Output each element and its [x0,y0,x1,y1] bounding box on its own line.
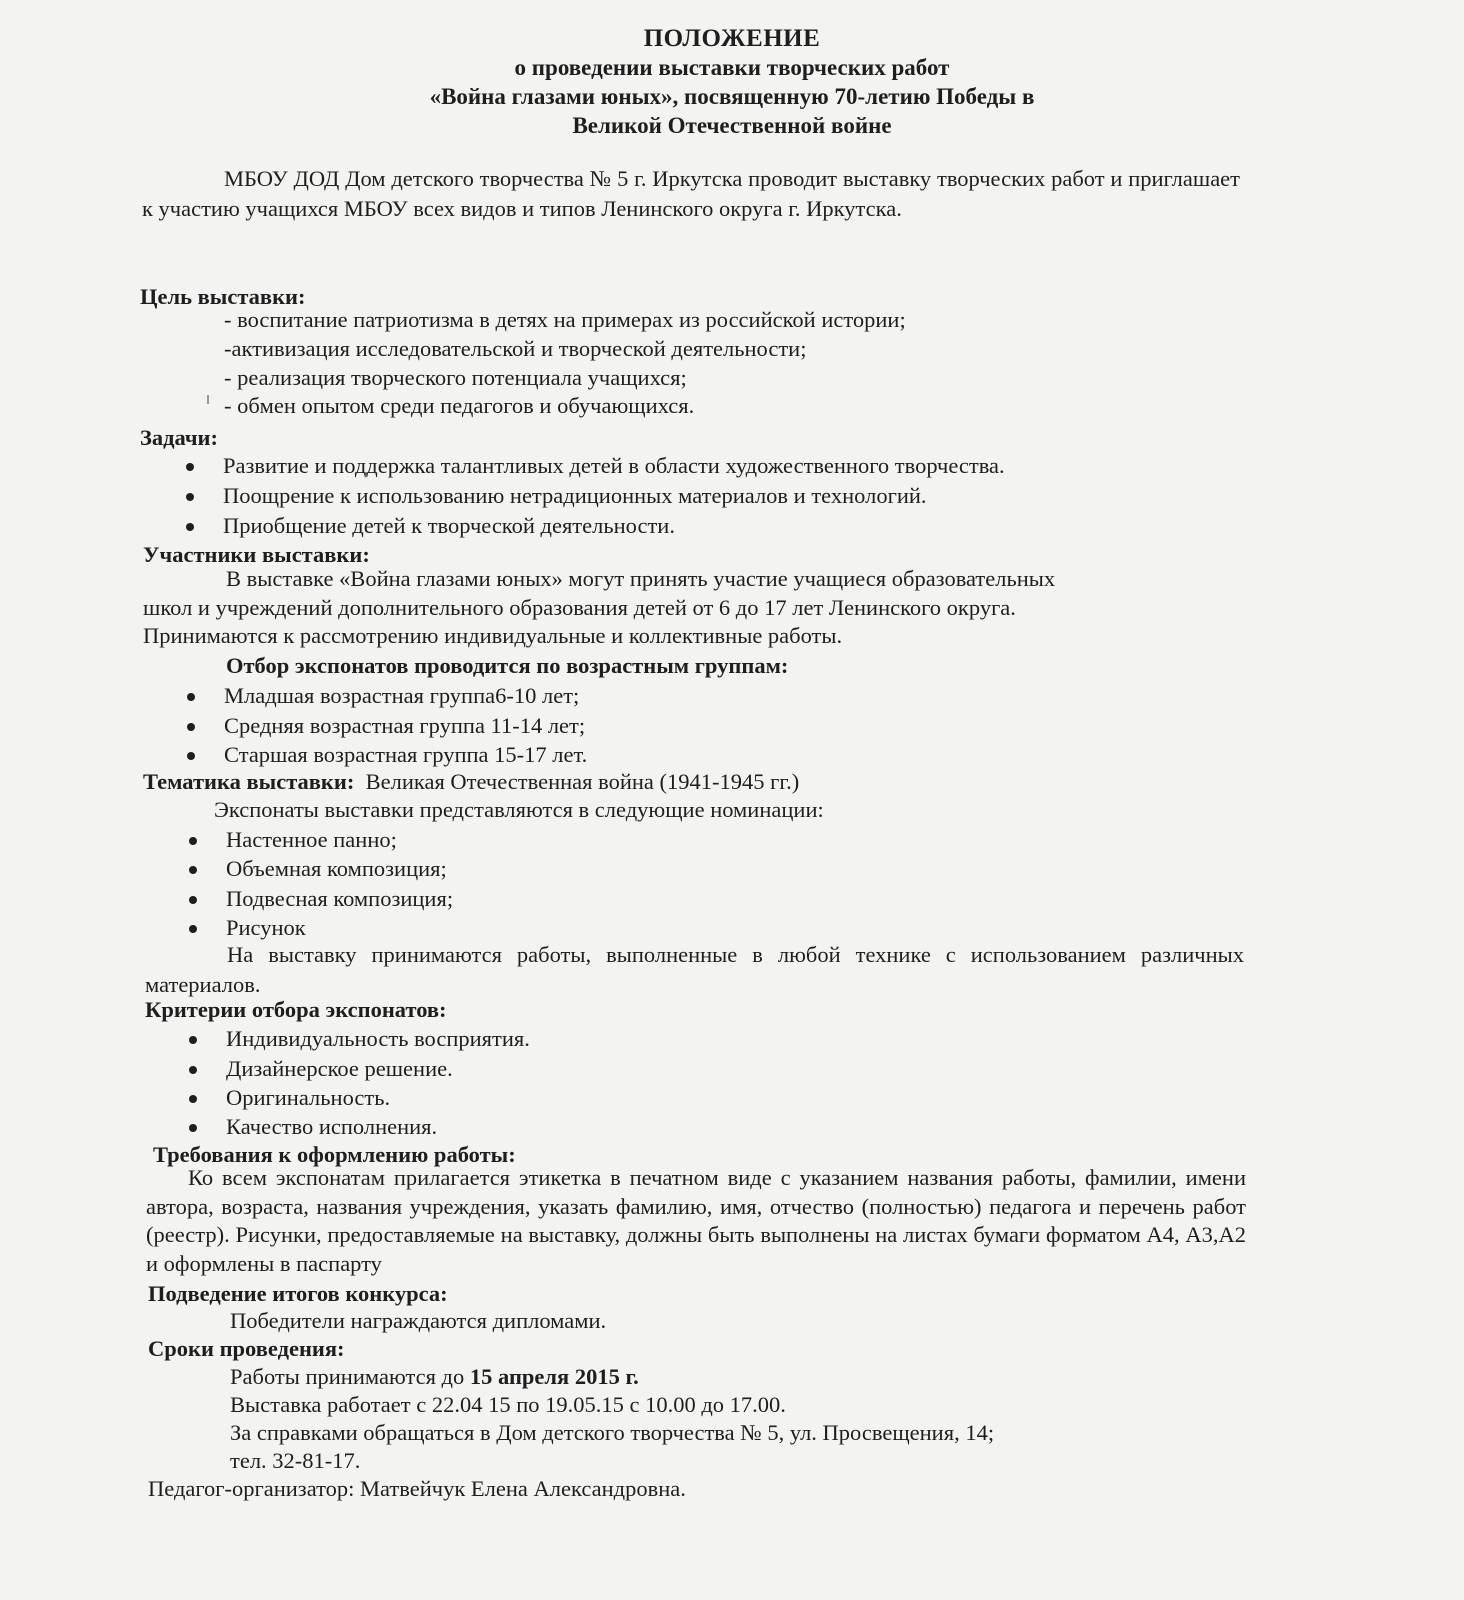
bullet-icon [189,1095,197,1103]
participants-text: Принимаются к рассмотрению индивидуальные и коллективные работы. [143,623,843,648]
criteria-heading: Критерии отбора экспонатов: [145,997,447,1022]
bullet-icon [187,752,195,760]
contact-phone: тел. 32-81-17. [230,1448,361,1473]
title-line-1: ПОЛОЖЕНИЕ [643,25,821,52]
deadline-prefix: Работы принимаются до [230,1364,470,1389]
exhibition-period: Выставка работает с 22.04 15 по 19.05.15 с 10.00 до 17.00. [230,1392,786,1417]
theme-heading: Тематика выставки: [143,769,355,794]
title-line-2: о проведении выставки творческих работ [514,55,950,80]
intro-paragraph: МБОУ ДОД Дом детского творчества № 5 г. Иркутска проводит выставку творческих работ и приглашает к участию учащихся МБОУ всех видов и типов Ленинского округа г. Иркутска. [142,166,1240,221]
contact-address: За справками обращаться в Дом детского творчества № 5, ул. Просвещения, 14; [230,1420,995,1445]
scan-speck [207,395,209,404]
deadline-date: 15 апреля 2015 г. [469,1364,639,1389]
bullet-icon [189,866,197,874]
theme-value: Великая Отечественная война (1941-1945 гг.) [365,769,800,794]
bullet-icon [186,523,194,531]
bullet-icon [187,723,195,731]
bullet-icon [189,1124,197,1132]
title-line-4: Великой Отечественной войне [572,113,892,138]
participants-heading: Участники выставки: [143,542,370,567]
deadline-line [230,1363,639,1391]
tasks-heading: Задачи: [140,425,219,450]
technique-paragraph: На выставку принимаются работы, выполненные в любой технике с использованием различных материалов. [145,942,1244,997]
goal-item: -активизация исследовательской и творческой деятельности; [224,336,807,361]
bullet-icon [186,493,194,501]
document-title [0,24,1464,140]
title-line-3: «Война глазами юных», посвященную 70-летию Победы в [429,84,1035,109]
bullet-icon [189,837,197,845]
dates-heading: Сроки проведения: [148,1336,345,1361]
bullet-icon [189,925,197,933]
requirements-paragraph: Ко всем экспонатам прилагается этикетка в печатном виде с указанием названия работы, фамилии, имени автора, возраста, названия учреждения, указать фамилию, имя, отчество (полностью) педагога и перечень работ (реестр). Рисунки, предоставляемые на выставку, должны быть выполнены на листах бумаги форматом А4, А3,А2 и оформлены в паспарту [146,1165,1246,1276]
bullet-icon [186,463,194,471]
results-text: Победители награждаются дипломами. [230,1308,607,1333]
organizer-line: Педагог-организатор: Матвейчук Елена Александровна. [148,1476,686,1501]
goal-item: - реализация творческого потенциала учащихся; [224,365,687,390]
age-groups-heading: Отбор экспонатов проводится по возрастным группам: [226,653,789,678]
theme-line [143,768,799,796]
document-page: ПОЛОЖЕНИЕ о проведении выставки творческих работ «Война глазами юных», посвященную 70-летию Победы в Великой Отечественной войне МБОУ ДОД Дом детского творчества № 5 г. Иркутска проводит выставку творческих работ и приглашает к участию учащихся МБОУ всех видов и типов Ленинского округа г. Иркутска. Цель выставки: - воспитание патриотизма в детях на примерах из российской истории; -активизация исследовательской и творческой деятельности; - реализация творческого потенциала учащихся; - обмен опытом среди педагогов и обучающихся. Задачи: Развитие и поддержка талантливых детей в области художественного творчества. Поощрение к использованию нетрадиционных материалов и технологий. Приобщение детей к творческой деятельности. Участники выставки: В выставке «Война глазами юных» могут принять участие учащиеся образовательных школ и учреждений дополнительного образования детей от 6 до 17 лет Ленинского округа. Принимаются к рассмотрению индивидуальные и коллективные работы. Отбор экспонатов проводится по возрастным группам: Младшая возрастная группа6-10 лет; Средняя возрастная группа 11-14 лет; Старшая возрастная группа 15-17 лет. Тематика выставки: Великая Отечественная война (1941-1945 гг.) Экспонаты выставки представляются в следующие номинации: Настенное панно; Объемная композиция; Подвесная композиция; Рисунок На выставку принимаются работы, выполненные в любой технике с использованием различных материалов. Критерии отбора экспонатов: Индивидуальность восприятия. Дизайнерское решение. Оригинальность. Качество исполнения. Требования к оформлению работы: Ко всем экспонатам прилагается этикетка в печатном виде с указанием названия работы, фамилии, имени автора, возраста, названия учреждения, указать фамилию, имя, отчество (полностью) педагога и перечень работ (реестр). Рисунки, предоставляемые на выставку, должны быть выполнены на листах бумаги форматом А4, А3,А2 и оформлены в паспарту Подведение итогов конкурса: Победители награждаются дипломами. Сроки проведения: Работы принимаются до 15 апреля 2015 г. Выставка работает с 22.04 15 по 19.05.15 с 10.00 до 17.00. За справками обращаться в Дом детского творчества № 5, ул. Просвещения, 14; тел. 32-81-17. Педагог-организатор: Матвейчук Елена Александровна. [0,0,1464,1600]
bullet-icon [187,693,195,701]
participants-text: В выставке «Война глазами юных» могут принять участие учащиеся образовательных [226,566,1056,591]
bullet-icon [189,1066,197,1074]
bullet-icon [189,1036,197,1044]
requirements-heading: Требования к оформлению работы: [153,1142,516,1167]
goal-item: - воспитание патриотизма в детях на примерах из российской истории; [224,307,906,332]
results-heading: Подведение итогов конкурса: [148,1281,448,1306]
nominations-intro: Экспонаты выставки представляются в следующие номинации: [214,797,824,822]
participants-text: школ и учреждений дополнительного образования детей от 6 до 17 лет Ленинского округа. [143,595,1016,620]
bullet-icon [189,896,197,904]
goal-heading: Цель выставки: [140,284,306,309]
goal-item: - обмен опытом среди педагогов и обучающихся. [224,393,695,418]
